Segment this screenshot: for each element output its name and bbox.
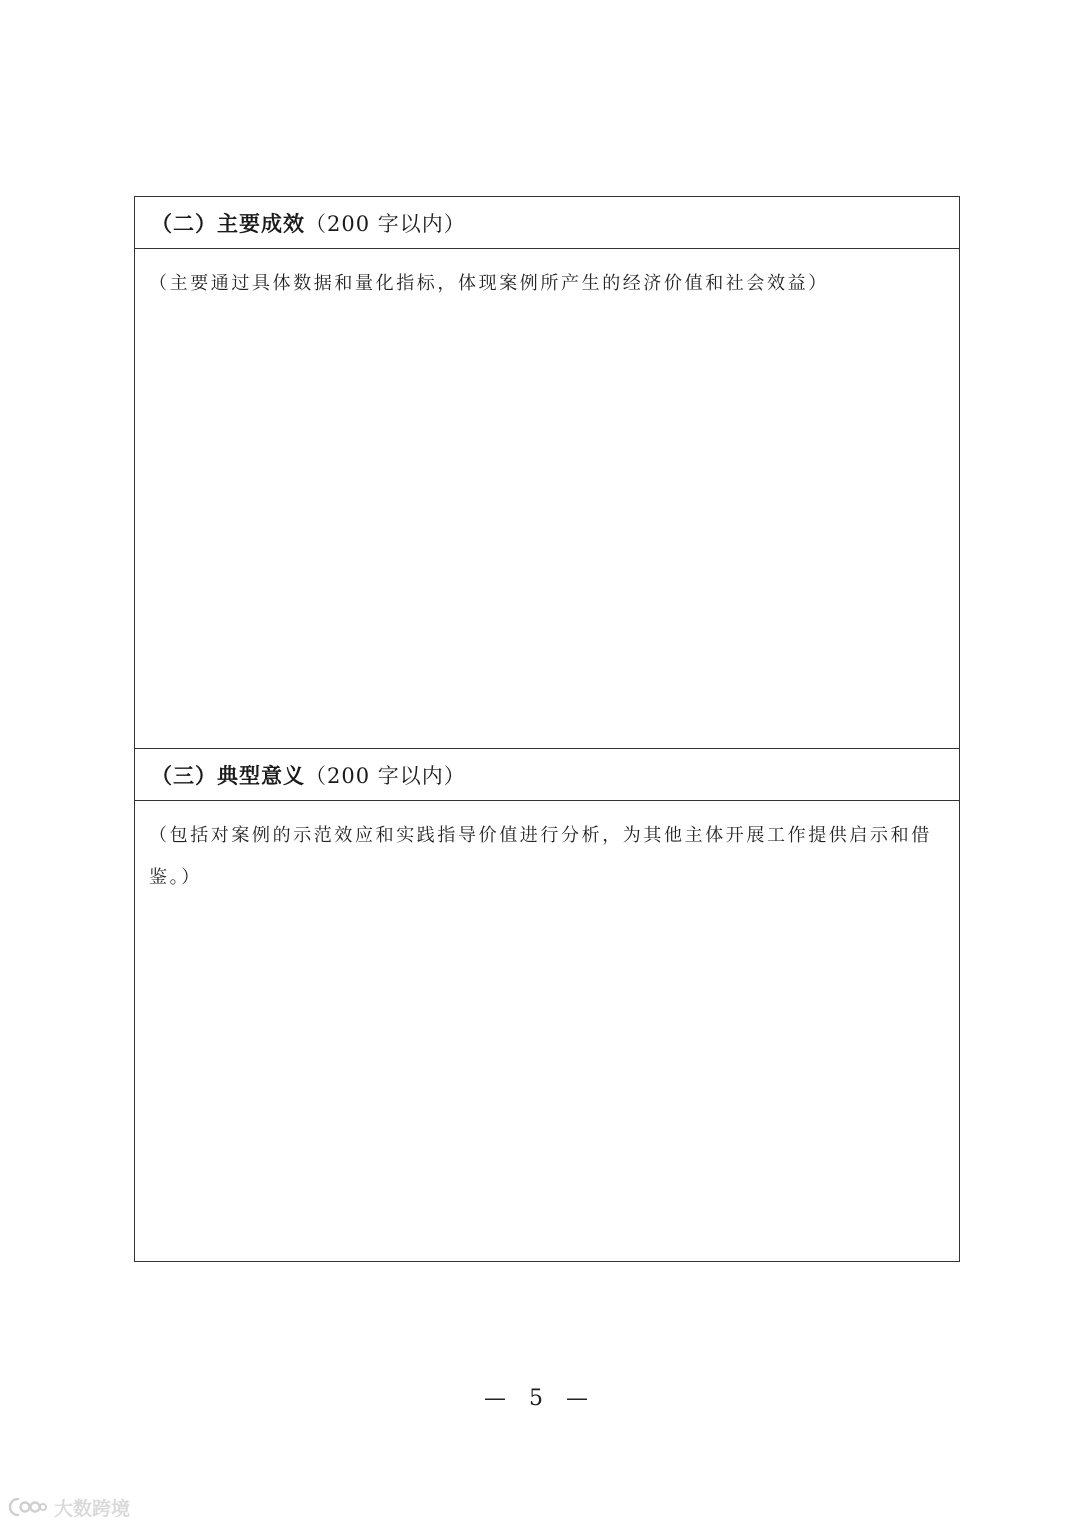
watermark-text: 大数跨境 [54,1497,131,1520]
page-number: — 5 — [484,1386,596,1411]
brand-logo-icon [8,1495,48,1519]
form-table [134,196,960,1262]
section-2-title-limit: （200 字以内） [305,212,466,236]
section-2-hint: （主要通过具体数据和量化指标，体现案例所产生的经济价值和社会效益） [149,273,829,294]
section-3-header [135,748,959,801]
section-3-title-main: （三）典型意义 [151,763,305,788]
section-2-title-main: （二）主要成效 [151,211,305,236]
section-3-title [151,760,466,790]
section-3-title-limit: （200 字以内） [305,764,466,788]
section-2-header [135,197,959,249]
section-3-body[interactable] [135,801,959,1261]
section-3-hint: （包括对案例的示范效应和实践指导价值进行分析，为其他主体开展工作提供启示和借鉴。） [149,825,932,888]
section-2-title [151,208,466,238]
section-2-body[interactable] [135,249,959,749]
watermark [8,1493,130,1521]
